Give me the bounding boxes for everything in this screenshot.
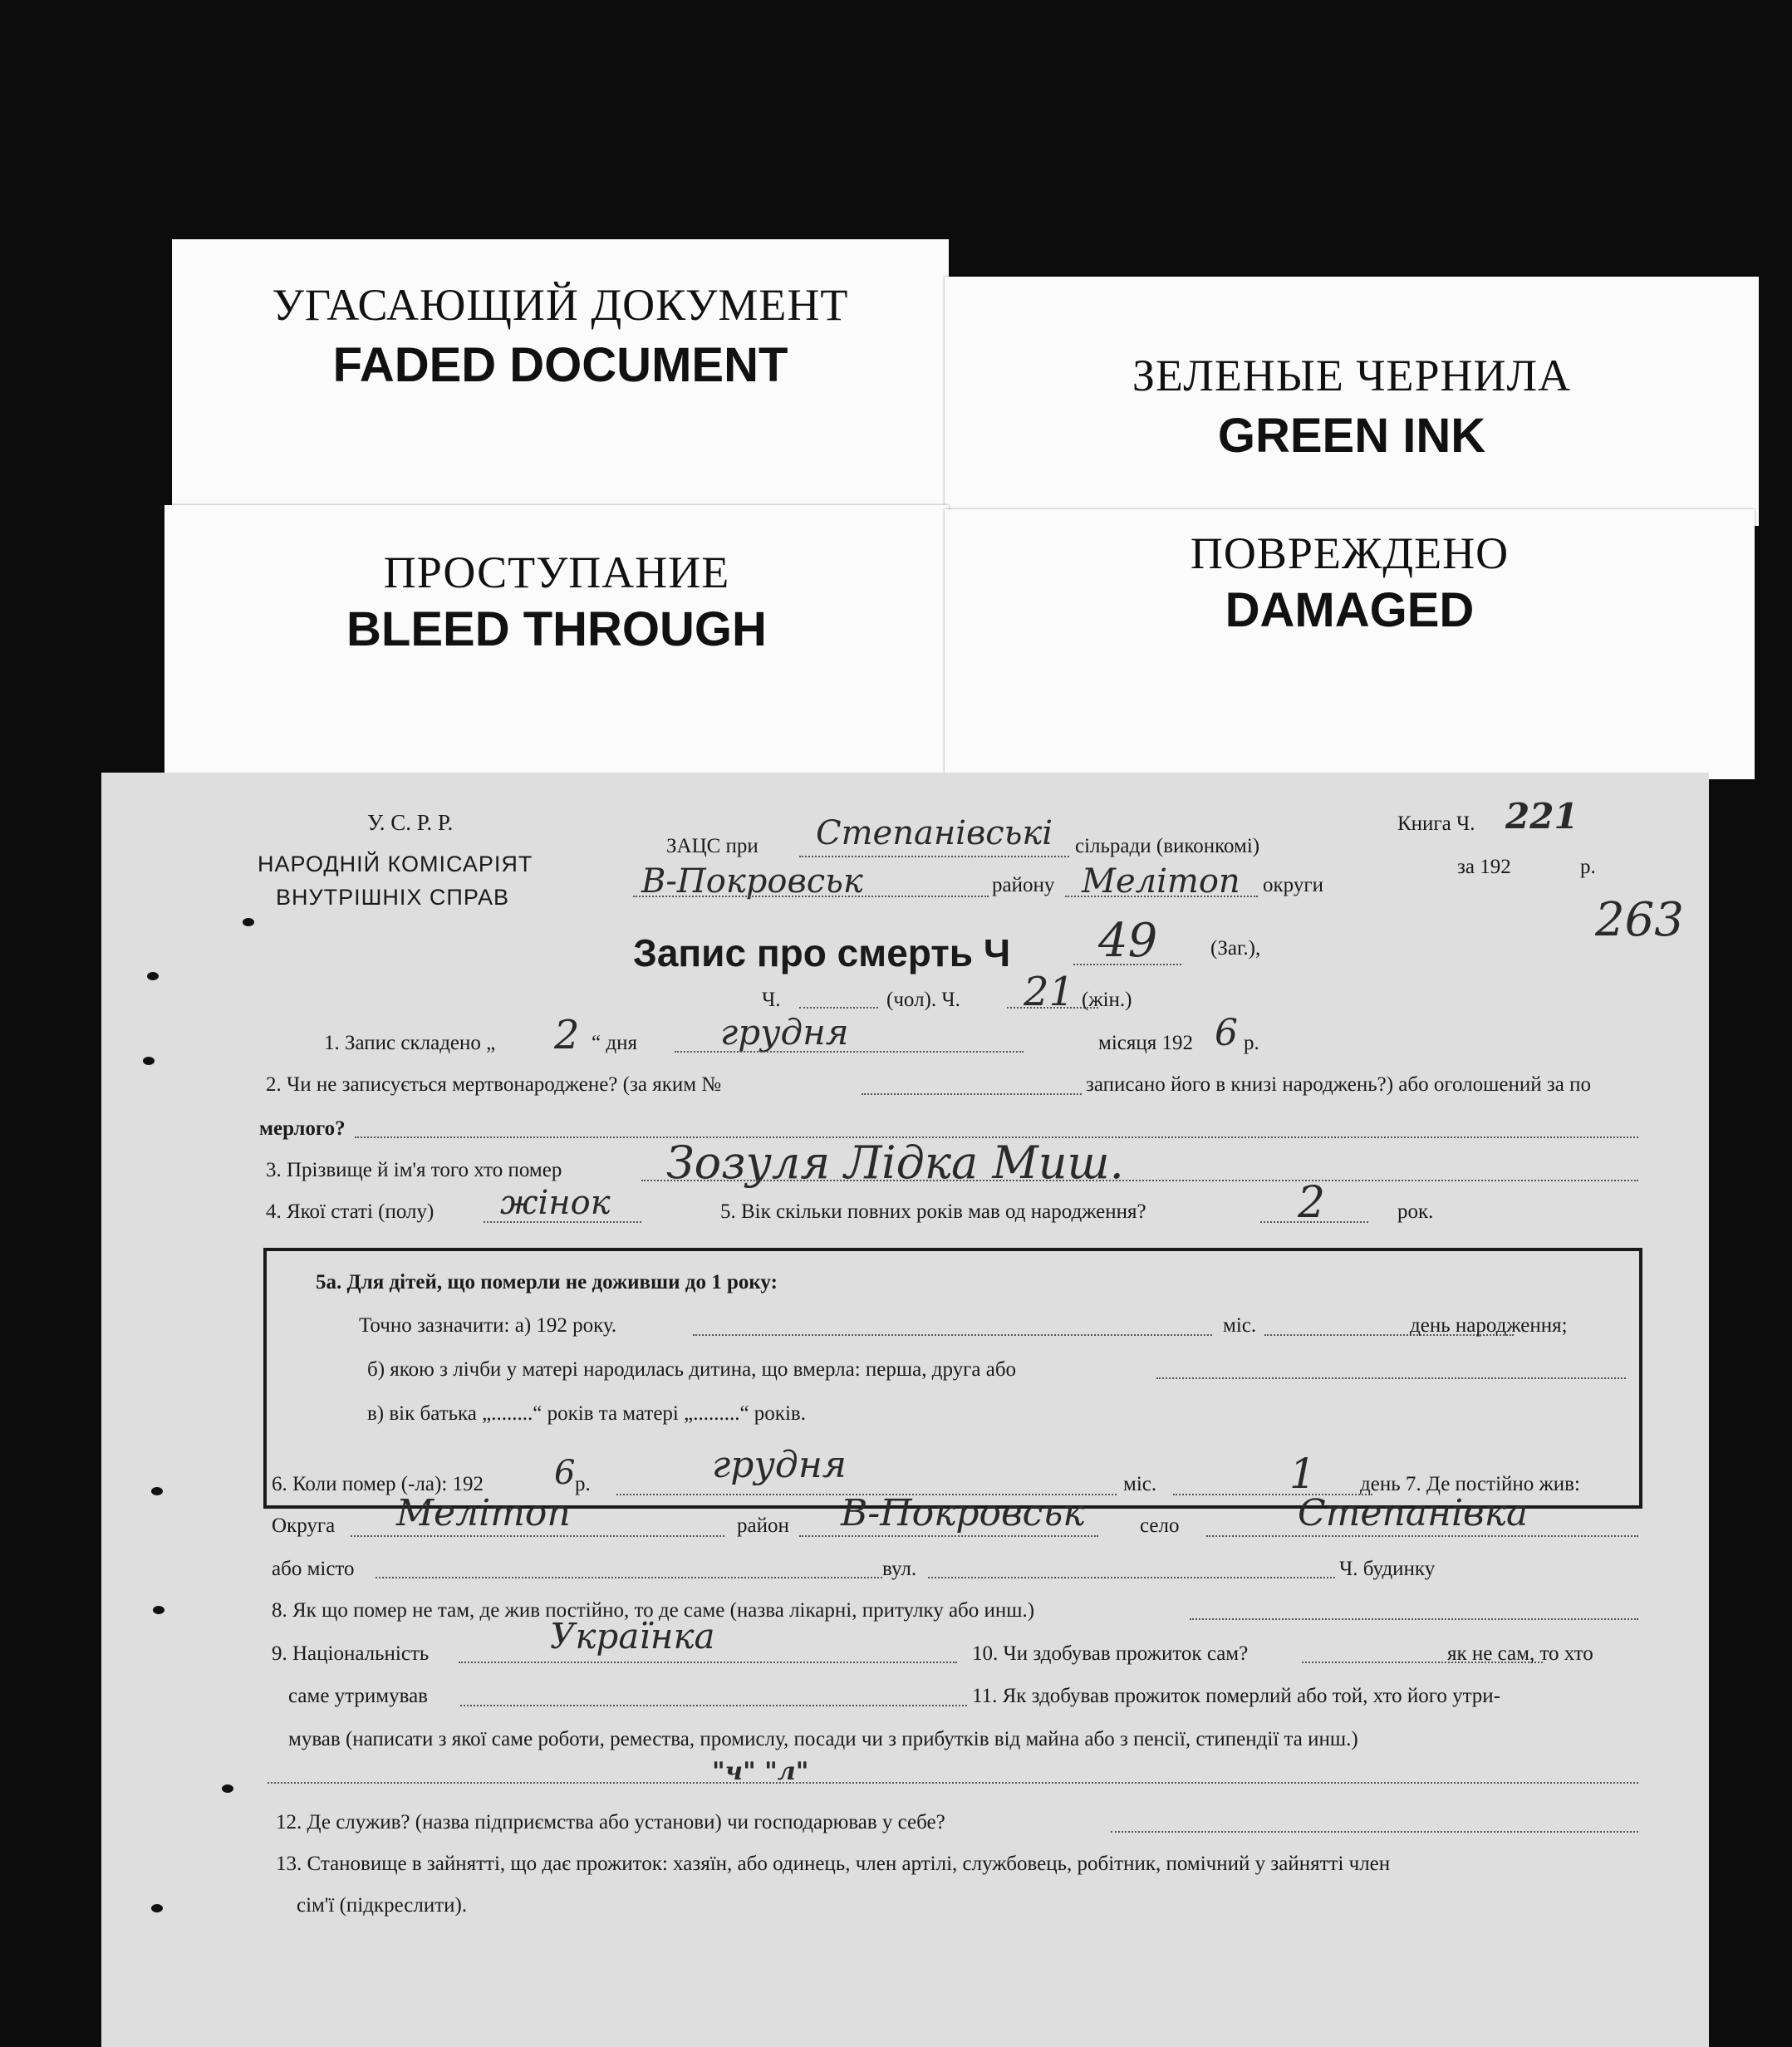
okrugy-label: округи: [1263, 874, 1323, 896]
hw-income-source: "ч" "л": [712, 1757, 809, 1786]
kniga-label: Книга Ч.: [1397, 812, 1475, 835]
silrady-label: сільради (виконкомі): [1075, 835, 1260, 857]
box5a-line-b: б) якою з лічби у матері народилась дитина, що вмерла: перша, друга або: [367, 1358, 1017, 1381]
chol-label: (чол). Ч.: [886, 989, 960, 1011]
hw-record-year: 6: [1215, 1012, 1238, 1054]
day-label: “ дня: [592, 1032, 637, 1054]
dots: [693, 1334, 1212, 1336]
line10-rest: як не сам, то хто: [1447, 1642, 1593, 1665]
male-ch-label: Ч.: [762, 989, 781, 1011]
line5-label: 5. Вік скільки повних років мав од народження?: [720, 1200, 1146, 1223]
hw-village: Степанівські: [816, 814, 1053, 852]
label-en-text: FADED DOCUMENT: [332, 338, 788, 392]
hw-deceased-name: Зозуля Лідка Миш.: [666, 1136, 1124, 1189]
punch-hole: [151, 1904, 163, 1912]
zhin-label: (жін.): [1082, 989, 1132, 1011]
line6-r: р.: [575, 1473, 591, 1495]
label-en-text: GREEN INK: [1217, 409, 1486, 463]
line1-label: 1. Запис складено „: [324, 1032, 496, 1054]
dots: [484, 1221, 641, 1223]
hw-death-year: 6: [554, 1454, 576, 1492]
line6-mis: міс.: [1123, 1473, 1157, 1495]
dots: [1156, 1377, 1626, 1379]
hw-age: 2: [1298, 1178, 1326, 1228]
dots: [633, 896, 989, 897]
punch-hole: [222, 1784, 233, 1793]
za-year-label: за 192: [1457, 856, 1511, 878]
line9c-label: мував (написати з якої саме роботи, ремества, промислу, посади чи з прибутків від майна або з пенсії, стипендії та инш.): [288, 1728, 1358, 1750]
death-record-form: [101, 773, 1709, 2047]
dots: [1111, 1831, 1638, 1833]
month-year-label: місяця 192: [1098, 1032, 1193, 1054]
line4-label: 4. Якої статі (полу): [266, 1200, 434, 1223]
line3-label: 3. Прізвище й ім'я того хто помер: [266, 1159, 562, 1181]
dots: [641, 1180, 1638, 1181]
line10-label: 10. Чи здобував прожиток сам?: [972, 1642, 1249, 1665]
dots: [351, 1535, 724, 1537]
okruga-label: Округа: [272, 1514, 336, 1537]
label-en-text: BLEED THROUGH: [346, 602, 767, 656]
hw-record-month: грудня: [720, 1012, 849, 1053]
punch-hole: [143, 1057, 155, 1065]
dots: [799, 856, 1069, 857]
line6-label: 6. Коли помер (-ла): 192: [272, 1473, 484, 1495]
label-ru-text: ПРОСТУПАНИЕ: [383, 547, 730, 597]
hw-okrug: Мелітоп: [1082, 862, 1240, 901]
label-faded-document: [172, 239, 949, 522]
line11-label: 11. Як здобував прожиток померлий або той, хто його утри-: [972, 1685, 1501, 1707]
vul-label: вул.: [882, 1558, 917, 1580]
dots: [1260, 1221, 1368, 1223]
dots: [459, 1662, 957, 1663]
hw-death-month: грудня: [712, 1444, 847, 1486]
dots: [376, 1577, 882, 1578]
rayon-label: район: [737, 1514, 789, 1537]
box5a-den: день народження;: [1410, 1314, 1568, 1337]
line13-cont: сім'ї (підкреслити).: [297, 1894, 468, 1917]
line13-label: 13. Становище в зайнятті, що дає прожиток: хазяїн, або одинець, член артілі, службовець, робітник, помічний у зайнятті член: [276, 1853, 1391, 1875]
line2-cont: мерлого?: [259, 1117, 346, 1140]
box5a-line-a: Точно зазначити: а) 192 року.: [359, 1314, 617, 1337]
punch-hole: [151, 1487, 163, 1495]
hw-book-number: 221: [1505, 796, 1578, 837]
punch-hole: [147, 972, 159, 980]
dots: [799, 1007, 878, 1009]
line2-label: 2. Чи не записується мертвонароджене? (за яким №: [266, 1073, 722, 1096]
label-en-text: DAMAGED: [1225, 583, 1475, 637]
selo-label: село: [1140, 1514, 1180, 1537]
hw-corner-number: 263: [1595, 893, 1684, 947]
hw-record-day: 2: [554, 1012, 580, 1058]
hw-residence-selo: Степанівка: [1298, 1492, 1529, 1534]
dots: [799, 1535, 1098, 1537]
hw-district: В-Покровськ: [641, 862, 863, 901]
box5a-line-v: в) вік батька „........“ років та матері „.........“ років.: [367, 1402, 806, 1425]
r-label: р.: [1244, 1032, 1259, 1054]
line12-label: 12. Де служив? (назва підприємства або установи) чи господарював у себе?: [276, 1811, 945, 1833]
dots: [928, 1577, 1335, 1578]
hw-nationality: Українка: [550, 1616, 715, 1657]
zag-label: (Заг.),: [1210, 937, 1261, 960]
zags-label: ЗАЦС при: [666, 835, 759, 857]
label-green-ink: [945, 277, 1759, 526]
label-ru-text: ЗЕЛЕНЫЕ ЧЕРНИЛА: [1132, 351, 1572, 400]
year-r-label: р.: [1580, 856, 1596, 878]
line9-label: 9. Національність: [272, 1642, 430, 1665]
budynku-label: Ч. будинку: [1339, 1558, 1436, 1580]
hw-sex: жінок: [500, 1184, 611, 1222]
box5a-heading: 5а. Для дітей, що померли не доживши до 1 року:: [316, 1271, 778, 1293]
header-ussr: У. С. Р. Р.: [367, 810, 454, 835]
punch-hole: [243, 918, 254, 926]
header-ministry-line1: НАРОДНІЙ КОМІСАРІЯТ: [258, 852, 533, 876]
label-ru-text: ПОВРЕЖДЕНО: [1190, 528, 1510, 578]
hw-female-number: 21: [1024, 969, 1075, 1015]
label-bleed-through: [164, 505, 949, 779]
punch-hole: [153, 1606, 164, 1614]
rok-label: рок.: [1397, 1200, 1434, 1223]
dots: [268, 1782, 1638, 1784]
dots: [460, 1705, 967, 1706]
misto-label: або місто: [272, 1558, 355, 1580]
hw-residence-rayon: В-Покровськ: [841, 1492, 1085, 1534]
line2-rest: записано його в книзі народжень?) або оголошений за по: [1086, 1073, 1591, 1096]
page-title: Запис про смерть Ч: [633, 931, 1011, 974]
line8-label: 8. Як що помер не там, де жив постійно, то де саме (назва лікарні, притулку або инш.): [272, 1599, 1035, 1622]
line6-den: день 7. Де постійно жив:: [1360, 1473, 1580, 1495]
rayonu-label: району: [992, 874, 1055, 896]
header-ministry-line2: ВНУТРІШНІХ СПРАВ: [276, 885, 510, 910]
hw-death-day: 1: [1289, 1450, 1316, 1498]
dots: [1190, 1618, 1638, 1620]
hw-record-number: 49: [1098, 914, 1158, 968]
dots: [862, 1093, 1082, 1095]
dots: [1206, 1535, 1638, 1537]
dots: [675, 1051, 1024, 1053]
label-ru-text: УГАСАЮЩИЙ ДОКУМЕНТ: [272, 280, 849, 330]
line9b-label: саме утримував: [288, 1685, 428, 1707]
dots: [1065, 896, 1258, 897]
label-damaged: [945, 509, 1755, 779]
box5a-mis: міс.: [1223, 1314, 1257, 1337]
hw-residence-okrug: Мелітоп: [396, 1492, 571, 1534]
dots: [1073, 964, 1181, 965]
